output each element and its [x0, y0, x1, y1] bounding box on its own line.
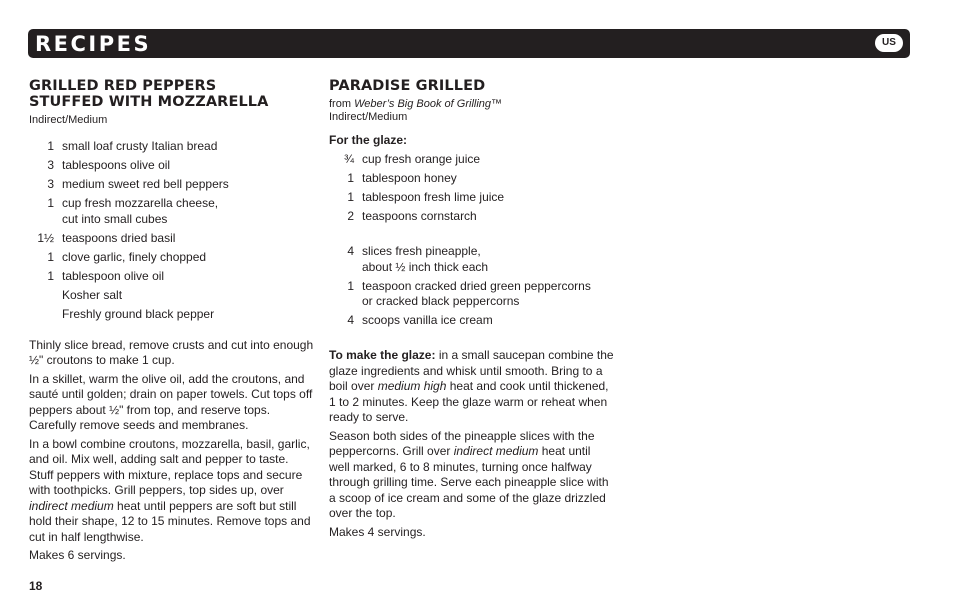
instruction-paragraph: In a skillet, warm the olive oil, add the croutons, and sauté until golden; drain on paper towels. Cut tops off peppers about ½" from top, and reserve tops. Carefully remove seeds and membranes.	[29, 371, 313, 432]
instruction-emphasis: indirect medium	[453, 444, 539, 458]
cooking-method: Indirect/Medium	[329, 111, 408, 123]
ingredient-qty: 4	[347, 313, 354, 327]
ingredient-qty: 3	[47, 177, 54, 191]
ingredient-text: clove garlic, finely chopped	[62, 249, 207, 264]
recipe-title	[29, 78, 314, 110]
ingredient-item	[329, 171, 614, 187]
ingredient-text	[62, 196, 314, 227]
ingredient-text: Freshly ground black pepper	[62, 306, 215, 321]
ingredient-qty: 1	[47, 268, 54, 283]
ingredient-text: cup fresh orange juice	[362, 152, 481, 166]
instruction-lead: To make the glaze:	[329, 348, 436, 362]
ingredient-list	[329, 244, 614, 329]
ingredient-item	[29, 288, 314, 304]
ingredient-item	[29, 139, 314, 155]
ingredient-item	[29, 269, 314, 285]
instruction-text: In a bowl combine croutons, mozzarella, basil, garlic, and oil. Mix well, adding salt and pepper to taste. Stuff peppers with mixture, replace tops and secure with toothpicks. Grill peppers, top sides up, over	[29, 436, 310, 497]
recipe-stuffed-peppers	[29, 78, 314, 567]
instruction-text: Season both sides of the pineapple slices with the peppercorns. Grill over	[329, 428, 595, 458]
ingredient-text: scoops vanilla ice cream	[362, 313, 493, 327]
ingredient-list	[29, 139, 314, 322]
ingredient-item	[29, 158, 314, 174]
instruction-text: in a small saucepan combine the glaze ingredients and whisk until smooth. Bring to a boil over	[329, 348, 614, 393]
ingredient-text	[362, 244, 614, 275]
ingredient-text: tablespoon fresh lime juice	[362, 190, 505, 204]
instruction-text: heat until peppers are soft but still hold their shape, 12 to 15 minutes. Remove tops and cut in half lengthwise.	[29, 498, 311, 544]
ingredient-item	[329, 152, 614, 168]
instruction-paragraph: Thinly slice bread, remove crusts and cut into enough ½" croutons to make 1 cup.	[29, 337, 314, 367]
header-bar	[28, 29, 910, 58]
ingredient-item	[329, 313, 614, 329]
glaze-ingredient-list	[329, 152, 614, 225]
source-credit	[329, 98, 614, 111]
ingredient-line: cup fresh mozzarella cheese,	[62, 196, 219, 210]
ingredient-text	[362, 279, 614, 310]
ingredient-text: tablespoon olive oil	[62, 268, 165, 283]
ingredient-qty: 1	[47, 196, 54, 210]
recipe-paradise-grilled	[329, 78, 614, 543]
instruction-paragraph	[329, 429, 614, 522]
ingredient-line: cut into small cubes	[62, 211, 168, 226]
ingredient-text: teaspoons cornstarch	[362, 209, 477, 223]
ingredient-item	[329, 244, 614, 275]
ingredient-item	[329, 279, 614, 310]
ingredient-qty: 2	[347, 209, 354, 223]
ingredient-qty: 1	[347, 190, 354, 204]
instruction-emphasis: indirect medium	[29, 498, 114, 513]
instruction-text: heat until well marked, 6 to 8 minutes, turning once halfway through grilling time. Serve each pineapple slice with a scoop of ice cream and some of the glaze drizzled over the top.	[329, 444, 609, 520]
ingredient-text: medium sweet red bell peppers	[62, 177, 229, 191]
section-title: RECIPES	[35, 32, 152, 56]
ingredient-text: teaspoons dried basil	[62, 230, 176, 245]
instruction-emphasis: medium high	[377, 379, 447, 393]
ingredient-text: small loaf crusty Italian bread	[62, 139, 218, 153]
ingredient-item	[329, 209, 614, 225]
ingredient-qty: 1	[47, 139, 54, 153]
cooking-method: Indirect/Medium	[29, 114, 108, 126]
instruction-paragraph	[329, 348, 614, 426]
ingredient-qty: 4	[347, 244, 354, 258]
glaze-heading: For the glaze:	[329, 133, 408, 147]
servings-note: Makes 4 servings.	[329, 524, 426, 539]
source-book: Weber’s Big Book of Grilling™	[354, 98, 503, 110]
page-number: 18	[29, 579, 43, 593]
ingredient-line: or cracked black peppercorns	[362, 294, 520, 308]
ingredient-qty: 1½	[37, 230, 54, 245]
source-prefix: from	[329, 98, 355, 110]
ingredient-item	[29, 177, 314, 193]
ingredient-line: teaspoon cracked dried green peppercorns	[362, 278, 591, 293]
ingredient-qty: 3	[47, 158, 54, 172]
ingredient-line: slices fresh pineapple,	[362, 244, 481, 258]
ingredient-qty: ¾	[343, 152, 354, 166]
instruction-text: heat and cook until thickened, 1 to 2 minutes. Keep the glaze warm or reheat when ready to serve.	[329, 379, 609, 424]
ingredient-qty: 1	[347, 278, 354, 293]
ingredient-qty: 1	[347, 171, 354, 185]
ingredient-text: Kosher salt	[62, 287, 123, 302]
instruction-paragraph	[29, 437, 314, 546]
ingredient-line: about ½ inch thick each	[362, 259, 489, 274]
region-badge: US	[875, 34, 903, 52]
recipe-title-line: STUFFED WITH MOZZARELLA	[29, 94, 269, 110]
ingredient-qty	[29, 307, 62, 323]
ingredient-item	[29, 307, 314, 323]
ingredient-item	[29, 231, 314, 247]
recipe-title-line: GRILLED RED PEPPERS	[29, 78, 217, 94]
ingredient-qty: 1	[47, 249, 54, 264]
recipe-title: PARADISE GRILLED	[329, 78, 486, 94]
ingredient-qty	[29, 288, 62, 304]
ingredient-item	[329, 190, 614, 206]
ingredient-text: tablespoon honey	[362, 171, 457, 185]
ingredient-item	[29, 196, 314, 227]
ingredient-item	[29, 250, 314, 266]
ingredient-text: tablespoons olive oil	[62, 158, 171, 172]
servings-note: Makes 6 servings.	[29, 548, 126, 562]
